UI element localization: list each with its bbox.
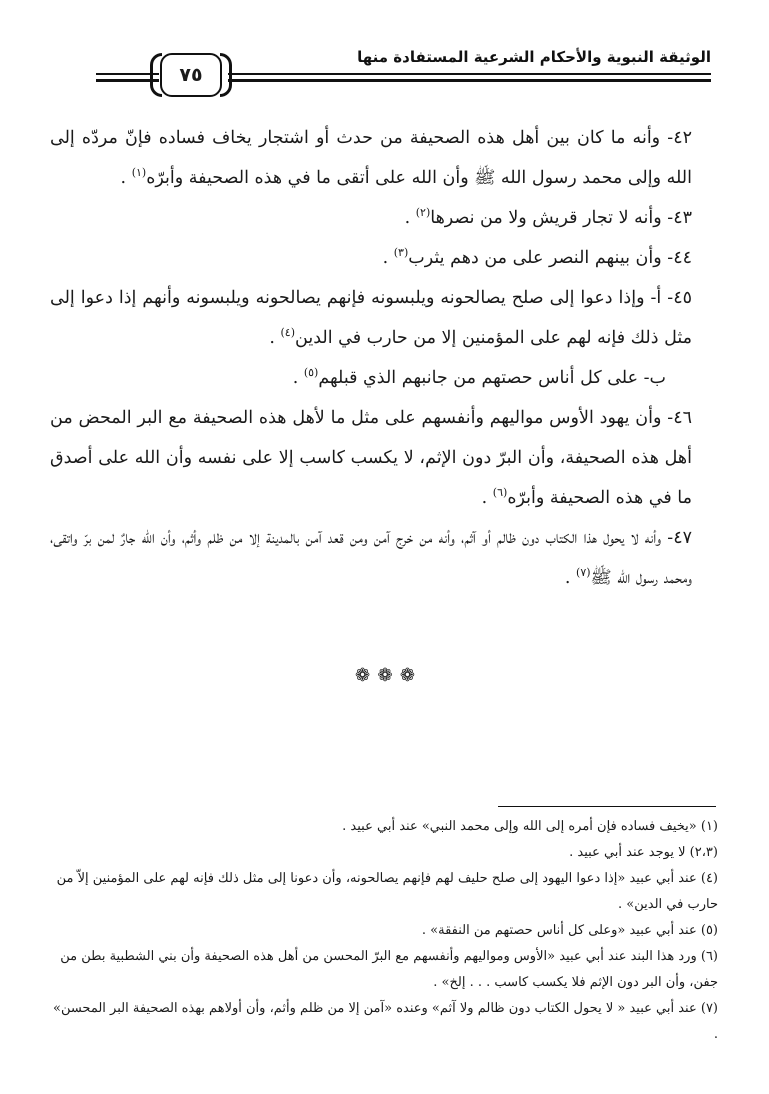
footnote-ref-1: (١) (131, 166, 147, 180)
article-44-text: ٤٤- وأن بينهم النصر على من دهم يثرب (408, 248, 692, 268)
footnote-ref-2: (٢) (415, 206, 431, 220)
article-42 (50, 118, 718, 198)
article-43 (50, 198, 718, 238)
article-46 (50, 398, 718, 518)
article-45a (50, 278, 718, 358)
footnote-separator (498, 806, 716, 807)
footnote-7: (٧) عند أبي عبيد « لا يحول الكتاب دون ظالم ولا آثم» وعنده «آمن إلا من ظلم وأثم، وأن أولاهم بهذه الصحيفة البر المحسن» . (52, 1001, 718, 1042)
article-42-text: ٤٢- وأنه ما كان بين أهل هذه الصحيفة من حدث أو اشتجار يخاف فساده فإنّ مردّه إلى الله وإلى محمد رسول الله ﷺ وأن الله على أتقى ما في هذه الصحيفة وأبرّه (50, 128, 692, 188)
footnote-4: (٤) عند أبي عبيد «إذا دعوا اليهود إلى صلح حليف لهم فإنهم يصالحونه، وأن دعونا إلى مثل ذلك فإنه لهم على المؤمنين إلاّ من حارب في الدين» . (56, 871, 718, 912)
article-46-text: ٤٦- وأن يهود الأوس مواليهم وأنفسهم على مثل ما لأهل هذه الصحيفة مع البر المحض من أهل هذه الصحيفة، وأن البرّ دون الإثم، لا يكسب كاسب إلا على نفسه وأن الله على أصدق ما في هذه الصحيفة وأبرّه (50, 408, 692, 508)
article-45b-text: ب- على كل أناس حصتهم من جانبهم الذي قبلهم (318, 368, 666, 388)
article-44-tail: . (382, 248, 394, 268)
article-45a-tail: . (269, 328, 281, 348)
section-ornament (355, 664, 415, 688)
footnote-1: (١) «يخيف فساده فإن أمره إلى الله وإلى محمد النبي» عند أبي عبيد . (342, 819, 718, 834)
article-47-tail: . (564, 568, 577, 588)
article-44 (50, 238, 718, 278)
article-47-text: ٤٧- وأنه لا يحول هذا الكتاب دون ظالم أو آثم، وأنه من خرج آمن ومن قعد آمن بالمدينة إلا من ظلم وأثم، وأن الله جارٌ لمن برّ واتقى، ومحمد رسول الله ﷺ (50, 528, 692, 588)
article-45a-text: ٤٥- أ- وإذا دعوا إلى صلح يصالحونه ويلبسونه فإنهم يصالحونه ويلبسونه وأنهم إذا دعوا إلى مثل ذلك فإنه لهم على المؤمنين إلا من حارب في الدين (50, 288, 692, 348)
page-number: ٧٥ (160, 53, 222, 97)
header-rule-bottom (228, 79, 711, 82)
main-text (50, 118, 718, 598)
article-42-tail: . (120, 168, 132, 188)
footnote-2-3: (٢،٣) لا يوجد عند أبي عبيد . (569, 845, 718, 860)
page-header (0, 0, 769, 110)
footnote-5: (٥) عند أبي عبيد «وعلى كل أناس حصتهم من النفقة» . (421, 923, 718, 938)
footnote-ref-7: (٧) (576, 566, 591, 580)
article-45b (50, 358, 718, 398)
article-43-text: ٤٣- وأنه لا تجار قريش ولا من نصرها (430, 208, 692, 228)
footnote-6: (٦) ورد هذا البند عند أبي عبيد «الأوس ومواليهم وأنفسهم مع البرّ المحسن من أهل هذه الصحيفة وأن بني الشطبية بطن من جفن، وأن البر دون الإثم فلا يكسب كاسب . . . إلخ» . (60, 949, 718, 990)
flower-ornament-icon: ❁ (377, 665, 393, 686)
article-46-tail: . (481, 488, 493, 508)
footnote-ref-6: (٦) (492, 486, 508, 500)
article-45b-tail: . (292, 368, 304, 388)
footnotes (50, 814, 718, 1048)
flower-ornament-icon: ❁ (399, 665, 415, 686)
footnote-ref-3: (٣) (393, 246, 409, 260)
header-rule-top (228, 73, 711, 75)
footnote-ref-4: (٤) (280, 326, 296, 340)
flower-ornament-icon: ❁ (355, 665, 371, 686)
footnote-ref-5: (٥) (303, 366, 319, 380)
article-47 (50, 518, 718, 598)
article-43-tail: . (404, 208, 416, 228)
running-title: الوثيقة النبوية والأحكام الشرعية المستفادة منها (357, 48, 711, 66)
